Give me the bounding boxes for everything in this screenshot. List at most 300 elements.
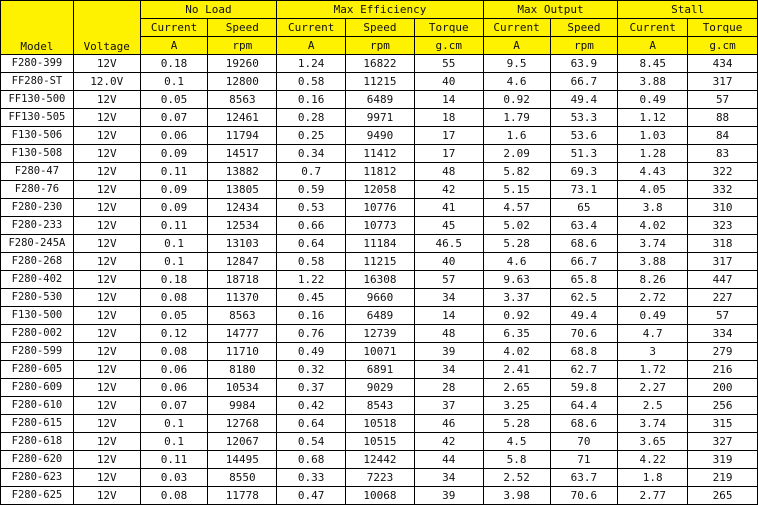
cell-max-eff-speed: 10776: [346, 199, 415, 217]
cell-max-output-current: 2.41: [483, 361, 550, 379]
cell-max-output-current: 2.52: [483, 469, 550, 487]
cell-max-eff-speed: 9029: [346, 379, 415, 397]
cell-max-eff-speed: 16308: [346, 271, 415, 289]
cell-no-load-current: 0.18: [140, 55, 208, 73]
cell-max-output-speed: 53.3: [550, 109, 618, 127]
cell-stall-torque: 447: [688, 271, 758, 289]
cell-voltage: 12V: [73, 487, 140, 505]
cell-model: F280-599: [1, 343, 74, 361]
cell-stall-torque: 317: [688, 253, 758, 271]
cell-stall-current: 2.27: [618, 379, 688, 397]
cell-max-output-speed: 62.7: [550, 361, 618, 379]
table-row: [1, 325, 758, 343]
cell-no-load-current: 0.1: [140, 253, 208, 271]
cell-stall-torque: 227: [688, 289, 758, 307]
cell-voltage: 12V: [73, 343, 140, 361]
header-row-groups: [1, 1, 758, 19]
cell-voltage: 12V: [73, 361, 140, 379]
cell-max-output-speed: 66.7: [550, 73, 618, 91]
cell-no-load-speed: 12847: [208, 253, 277, 271]
cell-max-output-current: 0.92: [483, 91, 550, 109]
cell-max-output-current: 4.6: [483, 73, 550, 91]
cell-max-output-speed: 73.1: [550, 181, 618, 199]
cell-model: F280-268: [1, 253, 74, 271]
cell-stall-current: 4.43: [618, 163, 688, 181]
cell-no-load-speed: 12461: [208, 109, 277, 127]
cell-max-eff-speed: 10518: [346, 415, 415, 433]
cell-max-output-current: 4.5: [483, 433, 550, 451]
cell-max-eff-speed: 9660: [346, 289, 415, 307]
cell-no-load-current: 0.09: [140, 181, 208, 199]
cell-no-load-speed: 11710: [208, 343, 277, 361]
table-row: [1, 181, 758, 199]
table-row: [1, 55, 758, 73]
cell-stall-torque: 332: [688, 181, 758, 199]
cell-no-load-speed: 13103: [208, 235, 277, 253]
cell-max-output-current: 3.98: [483, 487, 550, 505]
cell-max-output-current: 9.63: [483, 271, 550, 289]
cell-stall-torque: 327: [688, 433, 758, 451]
cell-max-eff-current: 0.7: [277, 163, 346, 181]
cell-max-eff-current: 0.58: [277, 73, 346, 91]
cell-stall-current: 1.8: [618, 469, 688, 487]
cell-voltage: 12V: [73, 379, 140, 397]
cell-max-output-speed: 66.7: [550, 253, 618, 271]
cell-stall-current: 3: [618, 343, 688, 361]
cell-max-eff-speed: 11812: [346, 163, 415, 181]
cell-no-load-speed: 9984: [208, 397, 277, 415]
cell-model: F280-530: [1, 289, 74, 307]
cell-max-output-speed: 71: [550, 451, 618, 469]
cell-model: F280-620: [1, 451, 74, 469]
cell-max-output-speed: 68.6: [550, 415, 618, 433]
cell-max-output-speed: 64.4: [550, 397, 618, 415]
cell-voltage: 12V: [73, 451, 140, 469]
cell-max-output-speed: 63.7: [550, 469, 618, 487]
cell-max-output-current: 5.82: [483, 163, 550, 181]
cell-model: F280-402: [1, 271, 74, 289]
cell-model: F130-508: [1, 145, 74, 163]
cell-stall-torque: 334: [688, 325, 758, 343]
model-header: Model: [1, 1, 74, 55]
cell-model: F280-618: [1, 433, 74, 451]
table-row: [1, 145, 758, 163]
cell-max-eff-current: 0.45: [277, 289, 346, 307]
cell-no-load-speed: 12768: [208, 415, 277, 433]
cell-max-output-current: 5.02: [483, 217, 550, 235]
cell-no-load-speed: 11794: [208, 127, 277, 145]
cell-no-load-current: 0.08: [140, 289, 208, 307]
cell-max-eff-current: 0.68: [277, 451, 346, 469]
column-header: Current: [277, 19, 346, 37]
table-row: [1, 307, 758, 325]
cell-max-eff-torque: 57: [414, 271, 483, 289]
table-row: [1, 73, 758, 91]
cell-voltage: 12V: [73, 199, 140, 217]
cell-no-load-current: 0.08: [140, 343, 208, 361]
cell-voltage: 12V: [73, 235, 140, 253]
cell-stall-torque: 279: [688, 343, 758, 361]
cell-stall-current: 3.88: [618, 73, 688, 91]
cell-stall-current: 2.72: [618, 289, 688, 307]
cell-no-load-speed: 11370: [208, 289, 277, 307]
column-header: Current: [618, 19, 688, 37]
cell-stall-current: 3.88: [618, 253, 688, 271]
cell-no-load-current: 0.11: [140, 451, 208, 469]
cell-stall-current: 8.45: [618, 55, 688, 73]
cell-no-load-current: 0.1: [140, 433, 208, 451]
cell-model: F130-500: [1, 307, 74, 325]
cell-stall-torque: 83: [688, 145, 758, 163]
cell-max-output-speed: 53.6: [550, 127, 618, 145]
cell-no-load-speed: 13882: [208, 163, 277, 181]
cell-max-eff-speed: 10071: [346, 343, 415, 361]
cell-max-output-speed: 68.8: [550, 343, 618, 361]
cell-max-output-speed: 51.3: [550, 145, 618, 163]
unit-header: A: [483, 37, 550, 55]
cell-no-load-speed: 14777: [208, 325, 277, 343]
cell-max-output-speed: 63.4: [550, 217, 618, 235]
cell-no-load-current: 0.05: [140, 307, 208, 325]
cell-model: F280-615: [1, 415, 74, 433]
cell-max-output-current: 2.09: [483, 145, 550, 163]
cell-max-eff-current: 0.16: [277, 91, 346, 109]
cell-max-eff-speed: 9971: [346, 109, 415, 127]
cell-voltage: 12V: [73, 271, 140, 289]
cell-model: F130-506: [1, 127, 74, 145]
cell-voltage: 12V: [73, 469, 140, 487]
cell-max-output-current: 4.6: [483, 253, 550, 271]
cell-max-output-speed: 70.6: [550, 487, 618, 505]
cell-max-eff-speed: 11215: [346, 253, 415, 271]
voltage-header: Voltage: [73, 1, 140, 55]
unit-header: rpm: [550, 37, 618, 55]
cell-voltage: 12V: [73, 433, 140, 451]
cell-model: F280-76: [1, 181, 74, 199]
cell-voltage: 12V: [73, 163, 140, 181]
cell-stall-current: 1.03: [618, 127, 688, 145]
cell-no-load-current: 0.18: [140, 271, 208, 289]
cell-max-eff-torque: 14: [414, 91, 483, 109]
cell-max-eff-current: 0.64: [277, 235, 346, 253]
cell-max-eff-speed: 6891: [346, 361, 415, 379]
group-header-stall: Stall: [618, 1, 758, 19]
cell-stall-current: 4.05: [618, 181, 688, 199]
cell-no-load-speed: 12434: [208, 199, 277, 217]
cell-max-eff-speed: 12058: [346, 181, 415, 199]
cell-model: F280-623: [1, 469, 74, 487]
cell-max-output-speed: 49.4: [550, 307, 618, 325]
table-row: [1, 343, 758, 361]
group-header-no-load: No Load: [140, 1, 277, 19]
cell-max-output-speed: 59.8: [550, 379, 618, 397]
table-row: [1, 109, 758, 127]
cell-no-load-current: 0.07: [140, 109, 208, 127]
table-row: [1, 469, 758, 487]
group-header-max-output: Max Output: [483, 1, 618, 19]
cell-no-load-speed: 12800: [208, 73, 277, 91]
cell-max-eff-torque: 17: [414, 145, 483, 163]
cell-stall-current: 4.7: [618, 325, 688, 343]
cell-stall-torque: 57: [688, 307, 758, 325]
cell-max-output-current: 5.15: [483, 181, 550, 199]
column-header: Torque: [414, 19, 483, 37]
cell-max-eff-current: 0.42: [277, 397, 346, 415]
cell-max-eff-current: 0.49: [277, 343, 346, 361]
table-row: [1, 127, 758, 145]
table-row: [1, 253, 758, 271]
cell-max-eff-current: 0.33: [277, 469, 346, 487]
cell-model: F280-245A: [1, 235, 74, 253]
cell-voltage: 12V: [73, 325, 140, 343]
cell-stall-torque: 323: [688, 217, 758, 235]
cell-max-output-current: 1.79: [483, 109, 550, 127]
cell-stall-torque: 219: [688, 469, 758, 487]
cell-max-eff-speed: 12442: [346, 451, 415, 469]
cell-voltage: 12V: [73, 181, 140, 199]
cell-max-eff-current: 0.76: [277, 325, 346, 343]
cell-max-eff-current: 1.22: [277, 271, 346, 289]
table-row: [1, 163, 758, 181]
cell-max-output-speed: 49.4: [550, 91, 618, 109]
cell-no-load-current: 0.08: [140, 487, 208, 505]
cell-stall-current: 0.49: [618, 307, 688, 325]
cell-stall-torque: 318: [688, 235, 758, 253]
table-body: [1, 55, 758, 505]
cell-no-load-current: 0.1: [140, 415, 208, 433]
table-row: [1, 487, 758, 505]
cell-no-load-speed: 14517: [208, 145, 277, 163]
cell-model: F280-605: [1, 361, 74, 379]
cell-max-eff-torque: 42: [414, 433, 483, 451]
cell-max-eff-speed: 10773: [346, 217, 415, 235]
cell-no-load-current: 0.06: [140, 379, 208, 397]
unit-header: A: [140, 37, 208, 55]
cell-max-eff-current: 0.25: [277, 127, 346, 145]
cell-no-load-current: 0.09: [140, 199, 208, 217]
unit-header: g.cm: [414, 37, 483, 55]
cell-no-load-current: 0.12: [140, 325, 208, 343]
cell-max-eff-speed: 7223: [346, 469, 415, 487]
table-row: [1, 361, 758, 379]
column-header: Speed: [346, 19, 415, 37]
cell-max-eff-speed: 16822: [346, 55, 415, 73]
cell-no-load-speed: 8563: [208, 307, 277, 325]
cell-model: F280-47: [1, 163, 74, 181]
unit-header: g.cm: [688, 37, 758, 55]
cell-stall-torque: 310: [688, 199, 758, 217]
cell-voltage: 12V: [73, 217, 140, 235]
cell-voltage: 12V: [73, 145, 140, 163]
cell-model: F280-610: [1, 397, 74, 415]
cell-max-eff-torque: 45: [414, 217, 483, 235]
column-header: Current: [140, 19, 208, 37]
cell-no-load-speed: 8563: [208, 91, 277, 109]
cell-max-eff-speed: 11184: [346, 235, 415, 253]
cell-max-eff-torque: 28: [414, 379, 483, 397]
cell-no-load-current: 0.11: [140, 163, 208, 181]
cell-stall-torque: 319: [688, 451, 758, 469]
cell-max-output-current: 5.28: [483, 235, 550, 253]
cell-model: F280-399: [1, 55, 74, 73]
cell-stall-current: 2.5: [618, 397, 688, 415]
cell-no-load-current: 0.09: [140, 145, 208, 163]
table-row: [1, 379, 758, 397]
cell-voltage: 12V: [73, 289, 140, 307]
cell-stall-torque: 57: [688, 91, 758, 109]
cell-stall-torque: 317: [688, 73, 758, 91]
cell-no-load-current: 0.07: [140, 397, 208, 415]
column-header: Torque: [688, 19, 758, 37]
cell-max-output-current: 1.6: [483, 127, 550, 145]
column-header: Current: [483, 19, 550, 37]
unit-header: rpm: [346, 37, 415, 55]
unit-header: A: [277, 37, 346, 55]
cell-max-eff-current: 0.54: [277, 433, 346, 451]
cell-max-output-current: 3.25: [483, 397, 550, 415]
cell-stall-current: 3.8: [618, 199, 688, 217]
table-row: [1, 415, 758, 433]
cell-max-output-speed: 70: [550, 433, 618, 451]
cell-max-output-current: 9.5: [483, 55, 550, 73]
cell-max-output-current: 4.57: [483, 199, 550, 217]
cell-max-eff-torque: 42: [414, 181, 483, 199]
cell-stall-torque: 256: [688, 397, 758, 415]
table-row: [1, 199, 758, 217]
cell-no-load-speed: 19260: [208, 55, 277, 73]
cell-voltage: 12.0V: [73, 73, 140, 91]
cell-max-output-current: 0.92: [483, 307, 550, 325]
cell-stall-current: 1.12: [618, 109, 688, 127]
cell-stall-current: 0.49: [618, 91, 688, 109]
cell-stall-current: 4.02: [618, 217, 688, 235]
unit-header: A: [618, 37, 688, 55]
cell-no-load-speed: 8550: [208, 469, 277, 487]
table-row: [1, 217, 758, 235]
table-row: [1, 271, 758, 289]
cell-max-eff-torque: 39: [414, 343, 483, 361]
table-row: [1, 235, 758, 253]
cell-max-eff-current: 0.59: [277, 181, 346, 199]
cell-stall-torque: 88: [688, 109, 758, 127]
cell-max-output-current: 6.35: [483, 325, 550, 343]
cell-max-output-current: 5.8: [483, 451, 550, 469]
group-header-max-efficiency: Max Efficiency: [277, 1, 483, 19]
cell-no-load-current: 0.03: [140, 469, 208, 487]
cell-stall-torque: 322: [688, 163, 758, 181]
cell-model: FF130-505: [1, 109, 74, 127]
cell-max-output-speed: 69.3: [550, 163, 618, 181]
cell-stall-torque: 200: [688, 379, 758, 397]
table-row: [1, 397, 758, 415]
cell-max-eff-speed: 6489: [346, 91, 415, 109]
cell-no-load-speed: 13805: [208, 181, 277, 199]
cell-no-load-speed: 10534: [208, 379, 277, 397]
cell-voltage: 12V: [73, 307, 140, 325]
column-header: Speed: [550, 19, 618, 37]
cell-no-load-current: 0.06: [140, 361, 208, 379]
cell-stall-current: 3.65: [618, 433, 688, 451]
cell-max-eff-torque: 34: [414, 469, 483, 487]
cell-max-eff-torque: 34: [414, 361, 483, 379]
cell-max-output-speed: 63.9: [550, 55, 618, 73]
cell-max-eff-current: 1.24: [277, 55, 346, 73]
cell-stall-torque: 434: [688, 55, 758, 73]
cell-max-eff-torque: 40: [414, 73, 483, 91]
cell-max-output-speed: 65: [550, 199, 618, 217]
cell-voltage: 12V: [73, 397, 140, 415]
table-row: [1, 433, 758, 451]
cell-max-eff-speed: 10068: [346, 487, 415, 505]
cell-voltage: 12V: [73, 415, 140, 433]
cell-max-eff-current: 0.28: [277, 109, 346, 127]
cell-model: F280-230: [1, 199, 74, 217]
cell-no-load-speed: 11778: [208, 487, 277, 505]
cell-max-eff-torque: 55: [414, 55, 483, 73]
cell-max-eff-torque: 41: [414, 199, 483, 217]
cell-max-eff-torque: 48: [414, 325, 483, 343]
cell-max-eff-torque: 40: [414, 253, 483, 271]
cell-model: FF130-500: [1, 91, 74, 109]
cell-max-output-speed: 62.5: [550, 289, 618, 307]
cell-max-eff-current: 0.58: [277, 253, 346, 271]
cell-max-eff-torque: 34: [414, 289, 483, 307]
cell-voltage: 12V: [73, 127, 140, 145]
cell-max-output-speed: 65.8: [550, 271, 618, 289]
cell-no-load-speed: 18718: [208, 271, 277, 289]
cell-max-eff-current: 0.34: [277, 145, 346, 163]
cell-stall-torque: 265: [688, 487, 758, 505]
cell-no-load-current: 0.05: [140, 91, 208, 109]
cell-stall-current: 2.77: [618, 487, 688, 505]
cell-stall-torque: 216: [688, 361, 758, 379]
cell-max-eff-current: 0.37: [277, 379, 346, 397]
cell-model: F280-609: [1, 379, 74, 397]
cell-voltage: 12V: [73, 109, 140, 127]
cell-max-eff-current: 0.32: [277, 361, 346, 379]
cell-voltage: 12V: [73, 91, 140, 109]
cell-max-eff-current: 0.53: [277, 199, 346, 217]
cell-no-load-speed: 12067: [208, 433, 277, 451]
cell-max-eff-torque: 46: [414, 415, 483, 433]
cell-stall-current: 1.72: [618, 361, 688, 379]
cell-max-eff-current: 0.64: [277, 415, 346, 433]
cell-max-eff-current: 0.47: [277, 487, 346, 505]
cell-max-output-current: 5.28: [483, 415, 550, 433]
cell-voltage: 12V: [73, 253, 140, 271]
unit-header: rpm: [208, 37, 277, 55]
cell-model: F280-625: [1, 487, 74, 505]
cell-stall-current: 4.22: [618, 451, 688, 469]
cell-no-load-speed: 12534: [208, 217, 277, 235]
cell-max-eff-speed: 6489: [346, 307, 415, 325]
cell-stall-current: 1.28: [618, 145, 688, 163]
cell-no-load-current: 0.06: [140, 127, 208, 145]
cell-no-load-speed: 14495: [208, 451, 277, 469]
cell-max-eff-torque: 14: [414, 307, 483, 325]
cell-max-eff-speed: 11215: [346, 73, 415, 91]
cell-stall-torque: 84: [688, 127, 758, 145]
cell-max-eff-current: 0.16: [277, 307, 346, 325]
cell-max-eff-current: 0.66: [277, 217, 346, 235]
cell-max-output-speed: 68.6: [550, 235, 618, 253]
cell-no-load-current: 0.11: [140, 217, 208, 235]
cell-max-output-current: 3.37: [483, 289, 550, 307]
cell-max-eff-torque: 46.5: [414, 235, 483, 253]
cell-max-eff-torque: 18: [414, 109, 483, 127]
cell-max-eff-speed: 11412: [346, 145, 415, 163]
table-row: [1, 451, 758, 469]
